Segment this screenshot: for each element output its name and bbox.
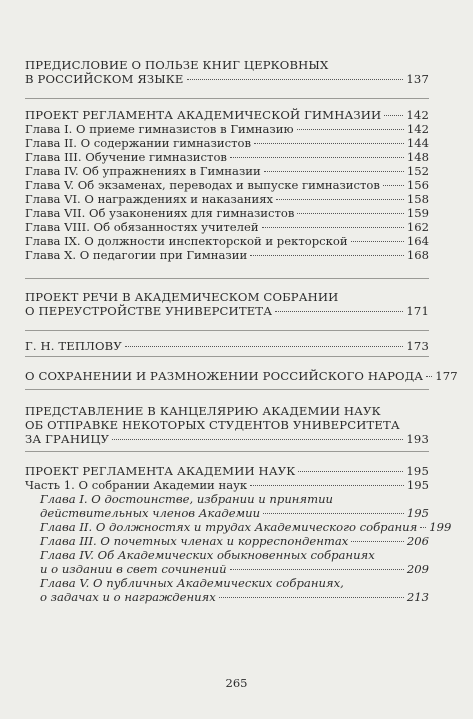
toc-entry-page: 142 bbox=[406, 108, 429, 122]
section-divider bbox=[25, 278, 429, 279]
toc-entry-page: 195 bbox=[406, 478, 429, 492]
toc-entry-page: 137 bbox=[406, 72, 429, 86]
toc-entry bbox=[25, 136, 429, 150]
toc-entry bbox=[25, 369, 458, 383]
dot-leader bbox=[383, 185, 404, 186]
dot-leader bbox=[230, 569, 404, 570]
section-divider bbox=[25, 356, 429, 357]
dot-leader bbox=[187, 79, 404, 80]
toc-entry-page: 162 bbox=[406, 220, 429, 234]
toc-entry-title: Глава I. О достоинстве, избрании и принятии bbox=[40, 492, 334, 506]
toc-entry bbox=[40, 506, 429, 520]
toc-entry bbox=[25, 164, 429, 178]
toc-entry-page: 173 bbox=[406, 339, 429, 353]
toc-entry-title: Глава VI. О награждениях и наказаниях bbox=[25, 192, 274, 206]
toc-entry-title: О СОХРАНЕНИИ И РАЗМНОЖЕНИИ РОССИЙСКОГО НАРОДА bbox=[25, 369, 424, 383]
dot-leader bbox=[263, 513, 404, 514]
toc-entry bbox=[40, 520, 452, 534]
toc-entry-title: ПРЕДСТАВЛЕНИЕ В КАНЦЕЛЯРИЮ АКАДЕМИИ НАУК bbox=[25, 404, 381, 418]
toc-entry-page: 177 bbox=[435, 369, 458, 383]
toc-entry bbox=[40, 492, 429, 506]
toc-entry-title: ПРОЕКТ РЕЧИ В АКАДЕМИЧЕСКОМ СОБРАНИИ bbox=[25, 290, 339, 304]
toc-entry-title: Глава IX. О должности инспекторской и ректорской bbox=[25, 234, 348, 248]
toc-entry-page: 193 bbox=[406, 432, 429, 446]
toc-entry-title: Глава IV. Об упражнениях в Гимназии bbox=[25, 164, 261, 178]
toc-entry bbox=[40, 590, 429, 604]
dot-leader bbox=[276, 199, 404, 200]
toc-entry-title: Г. Н. ТЕПЛОВУ bbox=[25, 339, 122, 353]
toc-entry bbox=[40, 548, 429, 562]
toc-entry bbox=[25, 58, 429, 72]
toc-entry-page: 156 bbox=[406, 178, 429, 192]
toc-entry-title: Глава VII. Об узаконениях для гимназистов bbox=[25, 206, 295, 220]
dot-leader bbox=[275, 311, 403, 312]
dot-leader bbox=[250, 255, 404, 256]
toc-entry-title: Глава I. О приеме гимназистов в Гимназию bbox=[25, 122, 294, 136]
toc-entry-title: ОБ ОТПРАВКЕ НЕКОТОРЫХ СТУДЕНТОВ УНИВЕРСИТЕТА bbox=[25, 418, 400, 432]
toc-entry-title: Часть 1. О собрании Академии наук bbox=[25, 478, 248, 492]
toc-entry-title: Глава VIII. Об обязанностях учителей bbox=[25, 220, 259, 234]
toc-entry bbox=[25, 220, 429, 234]
toc-entry-title: О ПЕРЕУСТРОЙСТВЕ УНИВЕРСИТЕТА bbox=[25, 304, 273, 318]
toc-entry-title: действительных членов Академии bbox=[40, 506, 261, 520]
toc-entry-page: 144 bbox=[406, 136, 429, 150]
toc-entry-page: 195 bbox=[406, 506, 429, 520]
dot-leader bbox=[384, 115, 403, 116]
toc-entry-title: Глава V. Об экзаменах, переводах и выпуске гимназистов bbox=[25, 178, 380, 192]
toc-entry bbox=[25, 290, 429, 304]
toc-entry-title: Глава V. О публичных Академических собраниях, bbox=[40, 576, 344, 590]
toc-entry bbox=[25, 464, 429, 478]
dot-leader bbox=[297, 129, 404, 130]
dot-leader bbox=[250, 485, 404, 486]
section-divider bbox=[25, 98, 429, 99]
toc-entry bbox=[25, 418, 429, 432]
dot-leader bbox=[112, 439, 403, 440]
toc-entry bbox=[25, 432, 429, 446]
toc-entry-title: о задачах и о награждениях bbox=[40, 590, 216, 604]
toc-entry-page: 164 bbox=[406, 234, 429, 248]
toc-entry bbox=[25, 404, 429, 418]
toc-entry-page: 195 bbox=[406, 464, 429, 478]
dot-leader bbox=[125, 346, 404, 347]
toc-entry bbox=[40, 534, 429, 548]
dot-leader bbox=[230, 157, 404, 158]
toc-entry bbox=[40, 562, 429, 576]
toc-entry-title: и о издании в свет сочинений bbox=[40, 562, 227, 576]
toc-entry-page: 213 bbox=[406, 590, 429, 604]
toc-entry-page: 148 bbox=[406, 150, 429, 164]
toc-entry-title: Глава X. О педагогии при Гимназии bbox=[25, 248, 248, 262]
toc-entry-title: Глава III. О почетных членах и корреспондентах bbox=[40, 534, 349, 548]
toc-entry bbox=[25, 72, 429, 86]
toc-entry-title: ЗА ГРАНИЦУ bbox=[25, 432, 110, 446]
page-number: 265 bbox=[225, 676, 248, 690]
toc-entry bbox=[40, 576, 429, 590]
toc-entry-title: ПРОЕКТ РЕГЛАМЕНТА АКАДЕМИИ НАУК bbox=[25, 464, 296, 478]
section-divider bbox=[25, 330, 429, 331]
dot-leader bbox=[420, 527, 426, 528]
toc-entry bbox=[25, 150, 429, 164]
dot-leader bbox=[297, 213, 403, 214]
toc-entry bbox=[25, 108, 429, 122]
section-divider bbox=[25, 451, 429, 452]
toc-entry-page: 171 bbox=[406, 304, 429, 318]
toc-entry bbox=[25, 206, 429, 220]
toc-entry-title: Глава IV. Об Академических обыкновенных собраниях bbox=[40, 548, 375, 562]
toc-entry-page: 152 bbox=[406, 164, 429, 178]
toc-entry bbox=[25, 122, 429, 136]
toc-entry-title: Глава II. О должностях и трудах Академического собрания bbox=[40, 520, 418, 534]
toc-entry bbox=[25, 304, 429, 318]
dot-leader bbox=[254, 143, 404, 144]
toc-entry-page: 158 bbox=[406, 192, 429, 206]
dot-leader bbox=[426, 376, 432, 377]
dot-leader bbox=[351, 241, 404, 242]
dot-leader bbox=[264, 171, 404, 172]
toc-entry-page: 159 bbox=[406, 206, 429, 220]
toc-entry-page: 199 bbox=[429, 520, 452, 534]
toc-entry bbox=[25, 234, 429, 248]
toc-entry bbox=[25, 478, 429, 492]
toc-entry bbox=[25, 178, 429, 192]
toc-entry bbox=[25, 192, 429, 206]
section-divider bbox=[25, 389, 429, 390]
dot-leader bbox=[351, 541, 404, 542]
toc-entry bbox=[25, 339, 429, 353]
toc-entry-page: 168 bbox=[406, 248, 429, 262]
toc-entry-title: Глава II. О содержании гимназистов bbox=[25, 136, 252, 150]
toc-entry-title: ПРОЕКТ РЕГЛАМЕНТА АКАДЕМИЧЕСКОЙ ГИМНАЗИИ bbox=[25, 108, 382, 122]
toc-entry-title: В РОССИЙСКОМ ЯЗЫКЕ bbox=[25, 72, 184, 86]
toc-entry-page: 209 bbox=[406, 562, 429, 576]
toc-entry-title: ПРЕДИСЛОВИЕ О ПОЛЬЗЕ КНИГ ЦЕРКОВНЫХ bbox=[25, 58, 329, 72]
dot-leader bbox=[298, 471, 403, 472]
toc-entry-page: 142 bbox=[406, 122, 429, 136]
dot-leader bbox=[262, 227, 404, 228]
toc-entry-page: 206 bbox=[406, 534, 429, 548]
dot-leader bbox=[219, 597, 404, 598]
toc-entry-title: Глава III. Обучение гимназистов bbox=[25, 150, 227, 164]
toc-entry bbox=[25, 248, 429, 262]
